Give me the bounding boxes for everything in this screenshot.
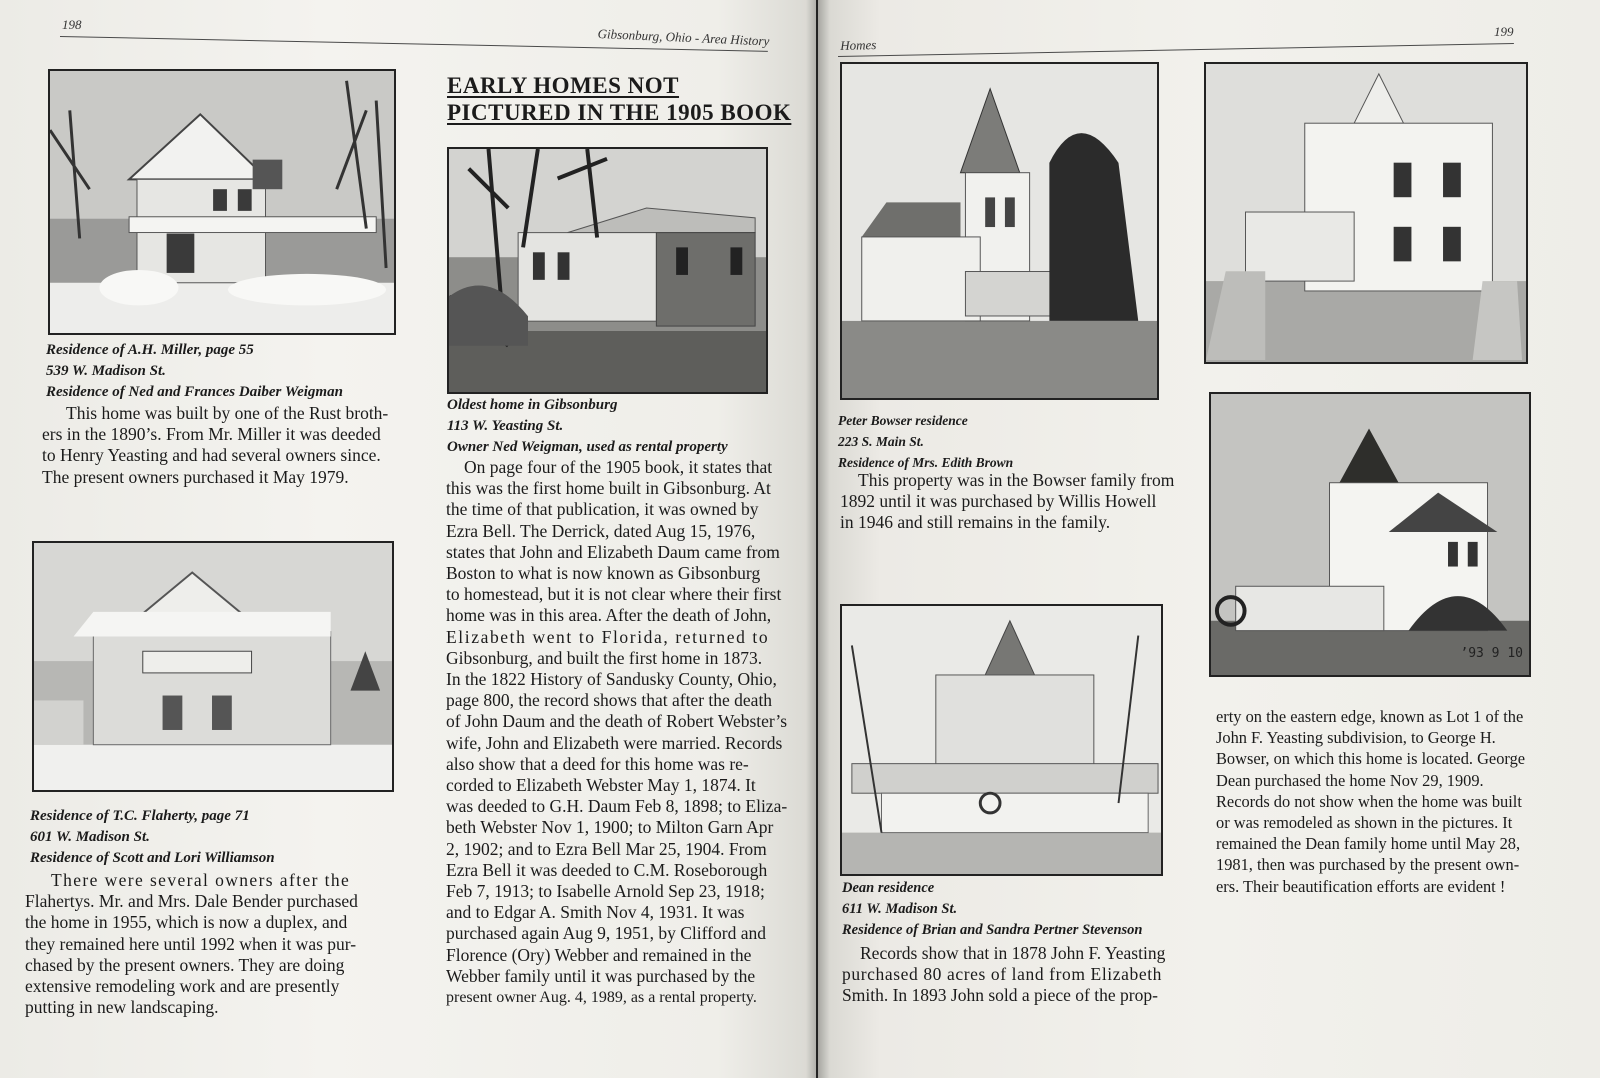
text-line: 1892 until it was purchased by Willis Howell [840,491,1157,512]
photo-flaherty-residence [32,541,394,792]
caption-line: Dean residence [842,880,935,896]
text-line: to Henry Yeasting and had several owners since. [42,445,381,466]
paragraph-oldest-home [446,457,787,1008]
text-line: states that John and Elizabeth Daum came from [446,541,780,562]
caption-line: 113 W. Yeasting St. [447,418,564,434]
text-line: also show that a deed for this home was re- [446,753,749,774]
heading-line: PICTURED IN THE 1905 BOOK [447,100,792,125]
photo-bowser-residence [840,62,1159,400]
text-line: Smith. In 1893 John sold a piece of the prop- [842,985,1158,1006]
text-line: in 1946 and still remains in the family. [840,512,1111,533]
text-line: or was remodeled as shown in the pictures. It [1216,813,1513,833]
caption-photo-1 [46,340,343,403]
text-line: Gibsonburg, and built the first home in 1873. [446,647,763,668]
text-line: There were several owners after the [51,870,351,890]
book-gutter [806,0,830,1078]
caption-line: Peter Bowser residence [838,413,968,428]
text-line: beth Webster Nov 1, 1900; to Milton Garn Apr [446,817,774,838]
house-photo-icon [842,64,1157,398]
caption-line: Residence of Ned and Frances Daiber Weigman [46,384,343,400]
text-line: they remained here until 1992 when it was pur- [25,933,357,954]
caption-line: Residence of Brian and Sandra Pertner Stevenson [842,922,1143,938]
caption-line: 539 W. Madison St. [46,363,166,379]
text-line: Boston to what is now known as Gibsonburg [446,563,761,584]
text-line: to homestead, but it is not clear where their first [446,584,782,605]
caption-line: 223 S. Main St. [838,434,924,449]
running-head-right: Homes [840,37,877,53]
photo-dean-residence [840,604,1163,876]
photo-date-stamp: ’93 9 10 [1460,646,1523,661]
text-line: erty on the eastern edge, known as Lot 1 of the [1216,707,1524,726]
photo-oldest-home [447,147,768,394]
text-line: the time of that publication, it was owned by [446,499,759,520]
heading-line: EARLY HOMES NOT [447,73,680,98]
paragraph-dean [842,943,1165,1007]
text-line: was deeded to G.H. Daum Feb 8, 1898; to Eliza- [446,796,788,817]
text-line: Records do not show when the home was built [1216,791,1522,811]
caption-line: 601 W. Madison St. [30,829,150,845]
text-line: This home was built by one of the Rust broth- [66,403,389,423]
right-page [818,0,1600,1078]
text-line: ers. Their beautification efforts are evident ! [1216,876,1506,896]
photo-dean-residence-old [1204,62,1528,364]
text-line: Florence (Ory) Webber and remained in the [446,944,752,965]
caption-line: Residence of T.C. Flaherty, page 71 [30,808,250,824]
text-line: page 800, the record shows that after the death [446,690,773,711]
house-photo-icon [50,71,394,333]
caption-line: Residence of Mrs. Edith Brown [838,455,1014,470]
text-line: remained the Dean family home until May 28, [1216,834,1521,854]
caption-line: Oldest home in Gibsonburg [447,397,618,413]
house-photo-icon [1211,394,1529,675]
text-line: On page four of the 1905 book, it states that [464,457,773,477]
caption-line: Owner Ned Weigman, used as rental property [447,439,728,455]
paragraph-flaherty [25,870,358,1018]
caption-photo-5 [842,878,1143,941]
paragraph-miller [42,403,388,488]
photo-dean-residence-1993 [1209,392,1531,677]
paragraph-bowser [840,470,1174,534]
text-line: corded to Elizabeth Webster May 1, 1874. It [446,775,756,796]
text-line: ers in the 1890’s. From Mr. Miller it was deeded [42,424,381,445]
text-line: and to Edgar A. Smith Nov 4, 1931. It was [446,902,745,923]
text-line: In the 1822 History of Sandusky County, Ohio, [446,669,777,690]
house-photo-icon [34,543,392,790]
text-line: 1981, then was purchased by the present own- [1216,855,1520,875]
page-number-right: 199 [1494,24,1514,39]
text-line: Flahertys. Mr. and Mrs. Dale Bender purchased [25,891,358,912]
house-photo-icon [449,149,766,392]
text-line: extensive remodeling work and are presently [25,976,340,997]
text-line: Webber family until it was purchased by the [446,965,756,986]
page-number: 198 [62,17,82,32]
text-line: putting in new landscaping. [25,997,219,1018]
house-photo-icon [842,606,1161,874]
caption-photo-2 [30,806,275,869]
text-line: Feb 7, 1913; to Isabelle Arnold Sep 23, 1918; [446,881,765,902]
text-line: Ezra Bell. The Derrick, dated Aug 15, 1976, [446,520,756,541]
text-line: Dean purchased the home Nov 29, 1909. [1216,770,1484,790]
text-line: This property was in the Bowser family from [858,470,1175,490]
section-heading [447,72,791,126]
caption-line: Residence of A.H. Miller, page 55 [46,342,254,358]
text-line: chased by the present owners. They are doing [25,954,345,975]
text-line: present owner Aug. 4, 1989, as a rental property. [446,989,757,1007]
caption-line: 611 W. Madison St. [842,901,958,917]
text-line: Records show that in 1878 John F. Yeasting [860,943,1166,963]
text-line: Bowser, on which this home is located. George [1216,749,1526,769]
running-head: Gibsonburg, Ohio - Area History [597,26,770,49]
header-rule-right [838,43,1514,57]
caption-photo-4 [838,410,1013,473]
text-line: John F. Yeasting subdivision, to George H. [1216,728,1496,748]
photo-miller-residence [48,69,396,335]
paragraph-dean-continued [1216,706,1525,897]
text-line: The present owners purchased it May 1979. [42,466,349,487]
text-line: Ezra Bell it was deeded to C.M. Roseborough [446,859,768,880]
caption-line: Residence of Scott and Lori Williamson [30,850,275,866]
text-line: 2, 1902; and to Ezra Bell Mar 25, 1904. From [446,838,767,859]
text-line: home was in this area. After the death of John, [446,605,772,626]
caption-photo-3 [447,395,728,458]
text-line: wife, John and Elizabeth were married. Records [446,732,783,753]
house-photo-icon [1206,64,1526,362]
text-line: Elizabeth went to Florida, returned to [446,626,770,647]
text-line: this was the first home built in Gibsonburg. At [446,478,771,499]
text-line: purchased again Aug 9, 1951, by Clifford and [446,923,766,944]
text-line: purchased 80 acres of land from Elizabeth [842,964,1163,985]
text-line: the home in 1955, which is now a duplex, and [25,912,348,933]
text-line: of John Daum and the death of Robert Webster’s [446,711,788,732]
